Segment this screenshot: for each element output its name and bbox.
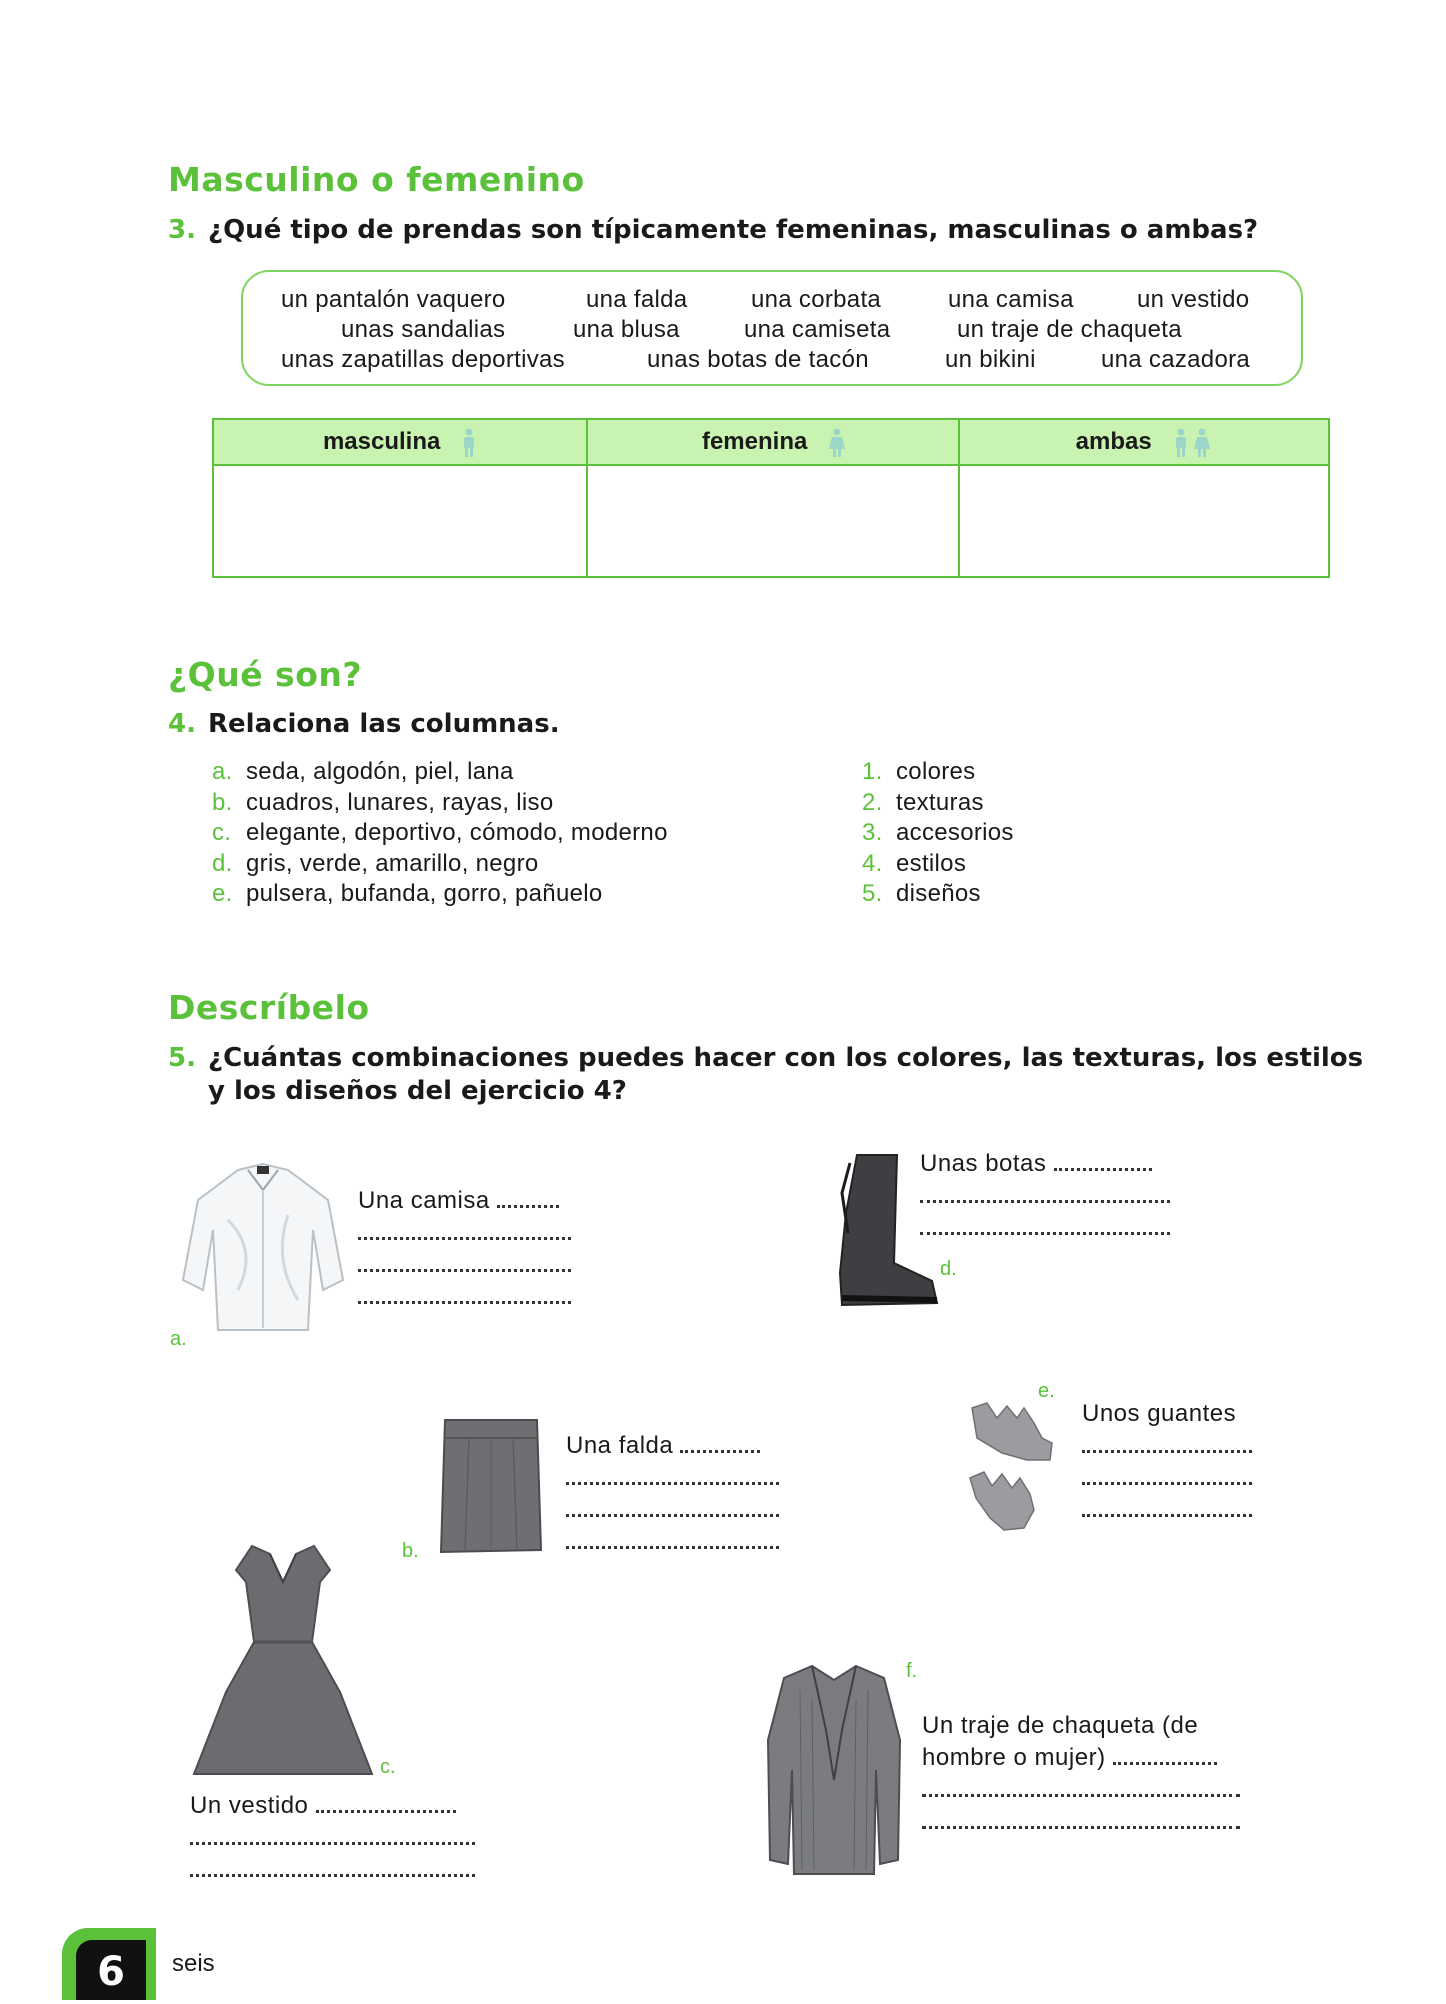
item-letter-f: f.	[906, 1660, 918, 1682]
answer-line[interactable]	[358, 1281, 573, 1313]
item-number: 4.	[862, 850, 883, 877]
item-text: seda, algodón, piel, lana	[246, 758, 514, 785]
item-letter-c: c.	[380, 1756, 396, 1778]
list-item-1	[862, 757, 975, 787]
item-text: cuadros, lunares, rayas, liso	[246, 789, 554, 816]
answer-line[interactable]	[190, 1854, 480, 1886]
item-number: 1.	[862, 758, 883, 785]
question-4	[168, 708, 560, 741]
section-title-que-son: ¿Qué son?	[168, 655, 363, 694]
question-number: 5.	[168, 1043, 196, 1073]
item-letter: c.	[212, 819, 232, 846]
question-5	[168, 1042, 1368, 1108]
list-item-e	[212, 879, 603, 909]
list-item-c	[212, 818, 668, 848]
word-item: un vestido	[1137, 286, 1250, 313]
skirt-image	[435, 1416, 547, 1558]
answer-line[interactable]	[358, 1249, 573, 1281]
shirt-label: Una camisa	[358, 1187, 490, 1214]
suit-answer	[922, 1710, 1252, 1838]
gloves-answer	[1082, 1398, 1257, 1526]
dress-answer	[190, 1790, 480, 1886]
gloves-label: Unos guantes	[1082, 1400, 1237, 1427]
word-item: una falda	[586, 286, 688, 313]
answer-line[interactable]	[922, 1806, 1252, 1838]
suit-label-line1: Un traje de chaqueta (de	[922, 1712, 1199, 1739]
dress-image	[190, 1542, 376, 1782]
question-text-line2: y los diseños del ejercicio 4?	[208, 1076, 627, 1106]
item-number: 5.	[862, 880, 883, 907]
item-text: elegante, deportivo, cómodo, moderno	[246, 819, 668, 846]
answer-line[interactable]	[1082, 1430, 1257, 1462]
answer-line[interactable]	[1082, 1494, 1257, 1526]
classification-table	[212, 418, 1330, 578]
answer-line[interactable]	[1082, 1462, 1257, 1494]
header-label: ambas	[1075, 428, 1152, 455]
word-item: una corbata	[751, 286, 882, 313]
dress-label: Un vestido	[190, 1792, 309, 1819]
question-number: 4.	[168, 709, 196, 739]
word-item: una blusa	[573, 316, 680, 343]
list-item-a	[212, 757, 514, 787]
header-ambas	[960, 420, 1328, 464]
item-number: 3.	[862, 819, 883, 846]
list-item-3	[862, 818, 1014, 848]
page-number-word: seis	[172, 1950, 215, 1977]
question-number: 3.	[168, 215, 196, 245]
section-title-masculino-femenino: Masculino o femenino	[168, 160, 585, 199]
item-letter: b.	[212, 789, 233, 816]
answer-line[interactable]	[1054, 1162, 1152, 1171]
answer-line[interactable]	[1113, 1756, 1217, 1765]
item-letter: d.	[212, 850, 233, 877]
item-text: diseños	[896, 880, 981, 907]
item-text: estilos	[896, 850, 967, 877]
item-number: 2.	[862, 789, 883, 816]
shirt-answer	[358, 1185, 573, 1313]
word-item: un bikini	[945, 346, 1036, 373]
answer-line[interactable]	[566, 1462, 781, 1494]
answer-cell-ambas[interactable]	[960, 466, 1328, 576]
item-letter-d: d.	[940, 1258, 957, 1280]
list-item-4	[862, 849, 966, 879]
answer-line[interactable]	[566, 1526, 781, 1558]
list-item-5	[862, 879, 981, 909]
man-icon	[461, 428, 477, 458]
boots-label: Unas botas	[920, 1150, 1047, 1177]
page-number: 6	[76, 1940, 146, 2000]
word-item: unas sandalias	[341, 316, 506, 343]
answer-line[interactable]	[680, 1444, 760, 1453]
jacket-image	[764, 1660, 904, 1878]
word-item: unas zapatillas deportivas	[281, 346, 565, 373]
section-title-describelo: Descríbelo	[168, 988, 370, 1027]
header-femenina	[588, 420, 960, 464]
answer-line[interactable]	[358, 1217, 573, 1249]
word-item: una cazadora	[1101, 346, 1251, 373]
header-masculina	[214, 420, 586, 464]
skirt-label: Una falda	[566, 1432, 674, 1459]
answer-line[interactable]	[566, 1494, 781, 1526]
question-3	[168, 214, 1258, 247]
item-letter-e: e.	[1038, 1380, 1055, 1402]
answer-line[interactable]	[316, 1804, 456, 1813]
question-text: ¿Qué tipo de prendas son típicamente femeninas, masculinas o ambas?	[208, 215, 1259, 245]
item-text: pulsera, bufanda, gorro, pañuelo	[246, 880, 603, 907]
item-text: gris, verde, amarillo, negro	[246, 850, 539, 877]
woman-icon	[828, 428, 846, 458]
item-letter: a.	[212, 758, 233, 785]
suit-label-line2: hombre o mujer)	[922, 1744, 1106, 1771]
list-item-d	[212, 849, 539, 879]
list-item-b	[212, 788, 554, 818]
answer-line[interactable]	[920, 1180, 1175, 1212]
shirt-image	[178, 1160, 348, 1340]
item-text: accesorios	[896, 819, 1014, 846]
header-label: masculina	[322, 428, 441, 455]
item-letter: e.	[212, 880, 233, 907]
gloves-image	[962, 1398, 1062, 1532]
question-text-line1: ¿Cuántas combinaciones puedes hacer con los colores, las texturas, los estilos	[208, 1043, 1364, 1073]
list-item-2	[862, 788, 984, 818]
word-bank-box	[241, 270, 1303, 386]
man-and-woman-icon	[1172, 428, 1212, 458]
word-item: una camiseta	[744, 316, 891, 343]
skirt-answer	[566, 1430, 781, 1558]
answer-cell-masculina[interactable]	[214, 466, 586, 576]
header-label: femenina	[701, 428, 808, 455]
item-letter-a: a.	[170, 1328, 187, 1350]
item-text: colores	[896, 758, 976, 785]
word-item: unas botas de tacón	[647, 346, 869, 373]
answer-cell-femenina[interactable]	[588, 466, 958, 576]
word-item: un traje de chaqueta	[957, 316, 1182, 343]
answer-line[interactable]	[497, 1199, 559, 1208]
item-letter-b: b.	[402, 1540, 419, 1562]
question-text: Relaciona las columnas.	[208, 709, 560, 739]
boots-answer	[920, 1148, 1175, 1244]
answer-line[interactable]	[922, 1774, 1252, 1806]
item-text: texturas	[896, 789, 984, 816]
word-item: una camisa	[948, 286, 1074, 313]
answer-line[interactable]	[920, 1212, 1175, 1244]
answer-line[interactable]	[190, 1822, 480, 1854]
word-item: un pantalón vaquero	[281, 286, 506, 313]
